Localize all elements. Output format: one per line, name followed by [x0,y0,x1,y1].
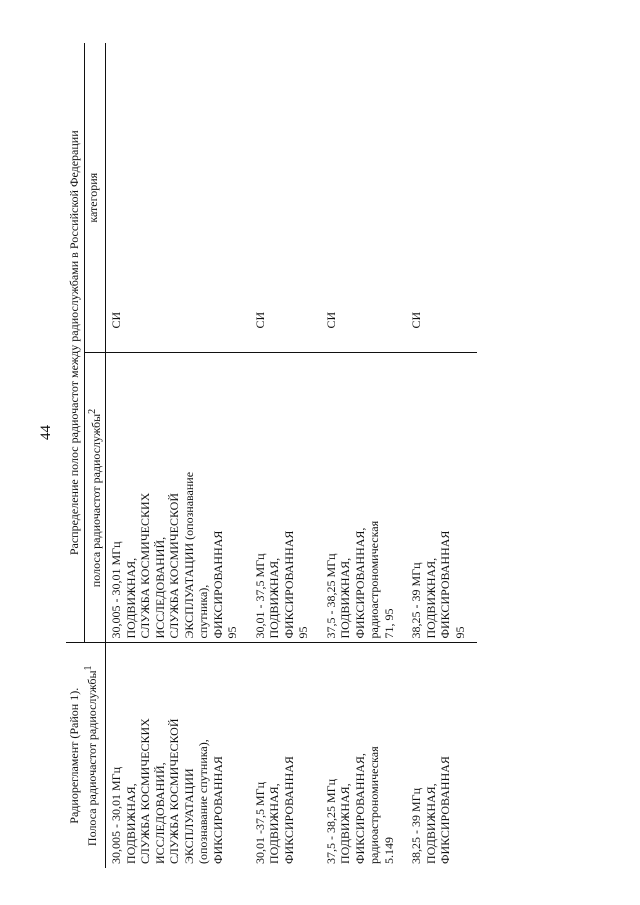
cell-line: 95 [452,626,467,639]
cell-line: ФИКСИРОВАННАЯ [210,530,225,639]
table-row [406,43,477,868]
cell-line: радиоастрономическая [367,520,381,639]
cell-line: ЭКСПЛУАТАЦИИ (опознавание [181,471,196,639]
cell-line: 30,01 - 37,5 МГц [252,553,267,639]
cell-line: ФИКСИРОВАННАЯ [438,530,452,639]
header-left-subtitle: Полоса радиочастот радиослужбы$^1$ [82,665,99,847]
cell-line: ПОДВИЖНАЯ, [123,557,138,639]
cell-line: ИССЛЕДОВАНИЙ, [152,762,167,864]
category-cell [250,43,321,353]
cell-line: ПОДВИЖНАЯ, [267,783,281,864]
cell-line: ПОДВИЖНАЯ, [423,557,438,639]
category-cell [106,43,250,353]
band-cell [406,353,477,643]
category-value: СИ [109,311,123,329]
cell-line: ПОДВИЖНАЯ, [123,783,138,864]
cell-line: ФИКСИРОВАННАЯ [438,756,452,864]
cell-line: ФИКСИРОВАННАЯ, [352,527,367,639]
header-distribution: Распределение полос радиочастот между радиослужбами в Российской Федерации [66,43,84,643]
cell-line: 37,5 - 38,25 МГц [323,778,338,864]
cell-line: 30,01 -37,5 МГц [252,781,267,864]
cell-line: 71, 95 [381,608,396,639]
radio-regulations-cell [321,643,407,868]
cell-line: СЛУЖБА КОСМИЧЕСКИХ [138,492,152,639]
category-value: СИ [252,311,267,329]
radio-regulations-cell [106,643,250,868]
cell-line: 38,25 - 39 МГц [409,787,423,864]
cell-line: 30,005 - 30,01 МГц [109,766,123,864]
frequency-table [66,43,477,868]
category-cell [406,43,477,353]
cell-line: 5.149 [381,837,396,864]
table-row [106,43,250,868]
header-band-column: полоса радиочастот радиослужбы$^2$ [84,353,106,643]
cell-line: ПОДВИЖНАЯ, [267,557,281,639]
radio-regulations-cell [406,643,477,868]
cell-line: 95 [296,626,310,639]
page-number: 44 [38,425,54,440]
cell-line: ПОДВИЖНАЯ, [338,783,352,864]
header-row-1 [66,43,84,868]
cell-line: ПОДВИЖНАЯ, [423,783,438,864]
header-radio-regulations [66,643,106,868]
category-cell [321,43,407,353]
cell-line: ИССЛЕДОВАНИЙ, [152,536,167,639]
cell-line: ПОДВИЖНАЯ, [338,557,352,639]
cell-line: ФИКСИРОВАННАЯ, [352,753,367,864]
table-row [250,43,321,868]
header-left-title: Радиорегламент (Район 1). [67,687,81,824]
cell-line: радиоастрономическая [367,746,381,864]
cell-line: ФИКСИРОВАННАЯ [281,530,296,639]
radio-regulations-cell [250,643,321,868]
cell-line: ФИКСИРОВАННАЯ [210,756,225,864]
cell-line: ЭКСПЛУАТАЦИИ [181,768,196,864]
cell-line: 95 [225,626,239,639]
cell-line: (опознавание спутника), [196,739,210,864]
header-category-column: категория [84,43,106,353]
band-cell [321,353,407,643]
cell-line: 37,5 - 38,25 МГц [323,553,338,639]
cell-line: ФИКСИРОВАННАЯ [281,756,296,864]
rotated-content [66,43,604,868]
table-body [106,43,478,868]
cell-line: СЛУЖБА КОСМИЧЕСКОЙ [167,718,181,864]
category-value: СИ [409,311,423,329]
band-cell [106,353,250,643]
cell-line: 38,25 - 39 МГц [409,562,423,639]
band-cell [250,353,321,643]
cell-line: спутника), [196,584,210,639]
category-value: СИ [323,311,338,329]
table-row [321,43,407,868]
cell-line: СЛУЖБА КОСМИЧЕСКОЙ [167,492,181,639]
cell-line: 30,005 - 30,01 МГц [109,541,123,639]
cell-line: СЛУЖБА КОСМИЧЕСКИХ [138,718,152,864]
